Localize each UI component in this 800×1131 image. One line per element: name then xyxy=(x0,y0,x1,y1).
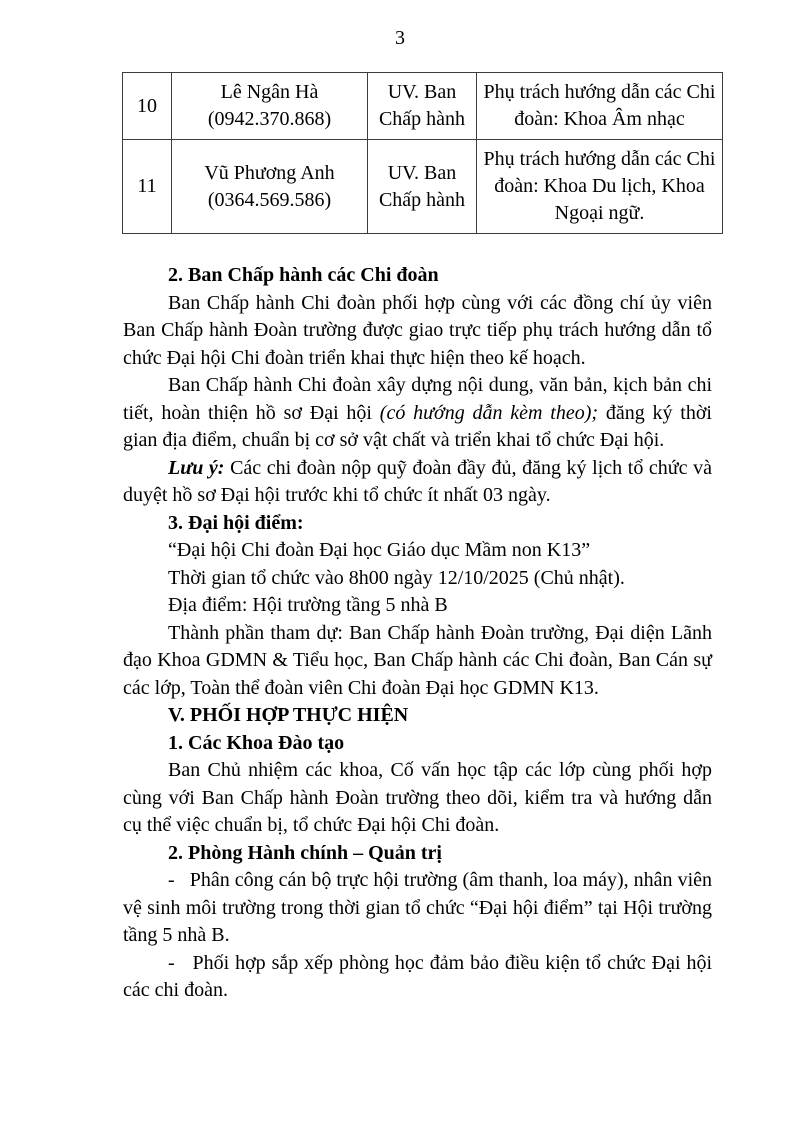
cell-member-name xyxy=(172,140,368,234)
heading-cac-khoa-dao-tao: 1. Các Khoa Đào tạo xyxy=(168,731,345,754)
heading-phoi-hop-thuc-hien: V. PHỐI HỢP THỰC HIỆN xyxy=(168,704,409,726)
paragraph-thanh-phan: Thành phần tham dự: Ban Chấp hành Đoàn trường, Đại diện Lãnh đạo Khoa GDMN & Tiểu học, Ban Chấp hành các Chi đoàn, Ban Cán sự các lớp, Toàn thể đoàn viên Chi đoàn Đại học GDMN K13. xyxy=(123,621,712,699)
text-run: Các chi đoàn nộp quỹ đoàn đầy đủ, đăng ký lịch tổ chức và duyệt hồ sơ Đại hội trước khi tổ chức ít nhất 03 ngày. xyxy=(123,456,712,506)
line-thoi-gian: Thời gian tổ chức vào 8h00 ngày 12/10/2025 (Chủ nhật). xyxy=(168,566,625,589)
luu-y-label: Lưu ý: xyxy=(168,456,225,479)
italic-note-huong-dan: (có hướng dẫn kèm theo); xyxy=(379,401,599,424)
paragraph-phoi-hop: Ban Chấp hành Chi đoàn phối hợp cùng với các đồng chí ủy viên Ban Chấp hành Đoàn trường được giao trực tiếp phụ trách hướng dẫn tổ chức Đại hội Chi đoàn triển khai thực hiện theo kế hoạch. xyxy=(123,291,712,369)
paragraph-ban-chu-nhiem: Ban Chủ nhiệm các khoa, Cố vấn học tập các lớp cùng phối hợp cùng với Ban Chấp hành Đoàn trường theo dõi, kiểm tra và hướng dẫn cụ thể việc chuẩn bị, tổ chức Đại hội Chi đoàn. xyxy=(123,759,712,836)
member-phone: (0942.370.868) xyxy=(207,108,332,130)
paragraph-luu-y xyxy=(123,455,712,510)
line-dia-diem: Địa điểm: Hội trường tầng 5 nhà B xyxy=(168,594,448,616)
paragraph-xay-dung xyxy=(123,372,712,455)
heading-phong-hanh-chinh: 2. Phòng Hành chính – Quản trị xyxy=(168,841,442,864)
bullet-phan-cong: - Phân công cán bộ trực hội trường (âm thanh, loa máy), nhân viên vệ sinh môi trường trong thời gian tổ chức “Đại hội điểm” tại Hội trường tầng 5 nhà B. xyxy=(123,869,712,946)
cell-member-position: UV. Ban Chấp hành xyxy=(368,73,477,140)
cell-member-duty: Phụ trách hướng dẫn các Chi đoàn: Khoa Du lịch, Khoa Ngoại ngữ. xyxy=(477,140,723,234)
table-row-11 xyxy=(123,140,723,234)
line-dai-hoi-quote: “Đại hội Chi đoàn Đại học Giáo dục Mầm non K13” xyxy=(168,539,591,561)
table-row-10 xyxy=(123,73,723,140)
member-name: Vũ Phương Anh xyxy=(204,161,335,184)
cell-member-duty: Phụ trách hướng dẫn các Chi đoàn: Khoa Âm nhạc xyxy=(477,73,723,140)
text-run: Ban Chấp hành Chi đoàn xây dựng nội dung, văn bản, kịch bản chi tiết, hoàn thiện hồ sơ Đại hội xyxy=(123,374,712,424)
member-phone: (0364.569.586) xyxy=(207,188,332,211)
text-run: đăng ký thời gian địa điểm, chuẩn bị cơ sở vật chất và triển khai tổ chức Đại hội. xyxy=(123,401,712,451)
member-name: Lê Ngân Hà xyxy=(220,81,319,103)
page-number: 3 xyxy=(395,27,405,49)
cell-member-name xyxy=(172,73,368,140)
heading-ban-chap-hanh-cac-chi-doan: 2. Ban Chấp hành các Chi đoàn xyxy=(168,264,439,286)
cell-member-position: UV. Ban Chấp hành xyxy=(368,140,477,234)
assignments-table xyxy=(122,72,723,234)
cell-row-index: 10 xyxy=(123,73,172,140)
heading-dai-hoi-diem: 3. Đại hội điểm: xyxy=(168,511,304,534)
cell-row-index: 11 xyxy=(123,140,172,234)
bullet-phoi-hop-sap-xep: - Phối hợp sắp xếp phòng học đảm bảo điều kiện tổ chức Đại hội các chi đoàn. xyxy=(123,951,712,1001)
document-body xyxy=(123,262,712,1005)
